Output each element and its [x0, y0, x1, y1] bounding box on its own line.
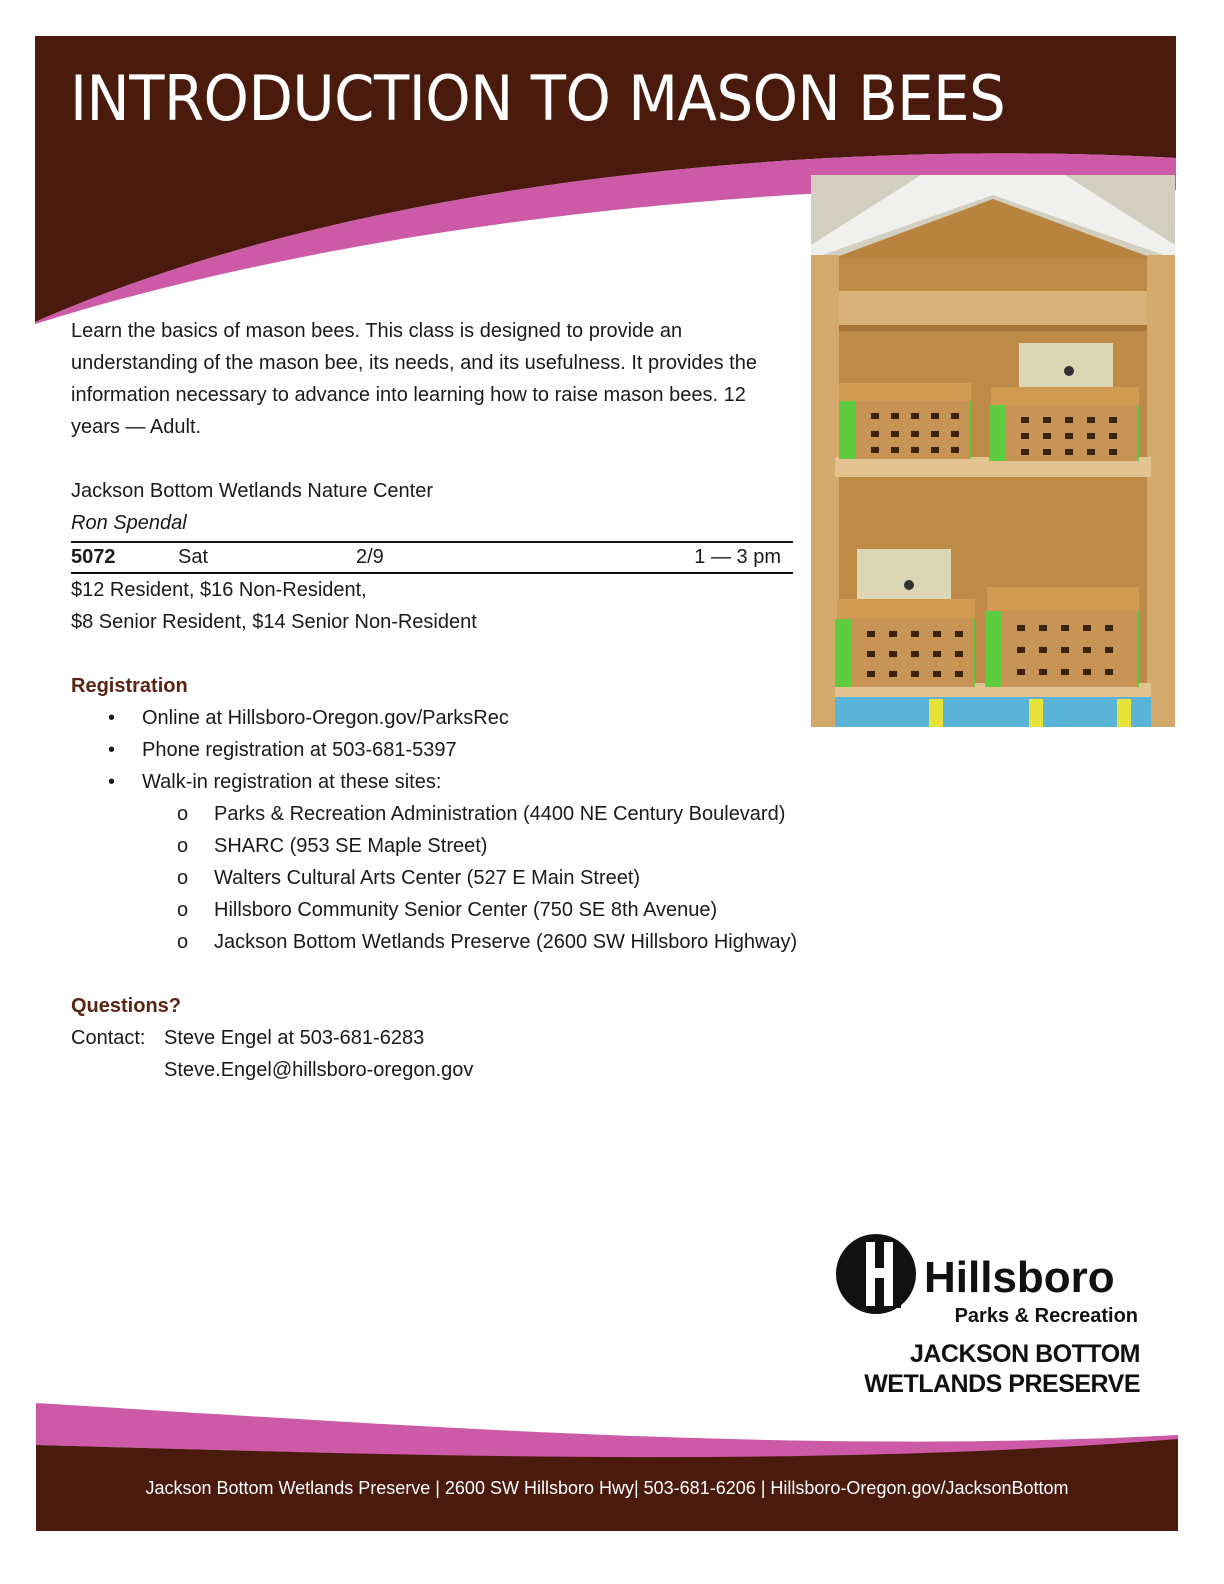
class-schedule-row: [71, 541, 793, 574]
fees-line-1: $12 Resident, $16 Non-Resident,: [71, 579, 367, 601]
list-item: • Online at Hillsboro-Oregon.gov/ParksRec: [71, 702, 811, 734]
footer-text: Jackson Bottom Wetlands Preserve | 2600 SW Hillsboro Hwy| 503-681-6206 | Hillsboro-Oregon.gov/JacksonBottom: [145, 1478, 1069, 1498]
main-content: [71, 315, 811, 1086]
class-code: 5072: [71, 546, 116, 568]
logo-preserve-line-1: JACKSON BOTTOM: [909, 1340, 1140, 1368]
fees-line-2: $8 Senior Resident, $14 Senior Non-Resident: [71, 611, 477, 633]
registration-list: [71, 702, 811, 798]
list-item: o SHARC (953 SE Maple Street): [71, 830, 811, 862]
list-item: o Parks & Recreation Administration (4400 NE Century Boulevard): [71, 798, 811, 830]
contact-block: [71, 1022, 811, 1086]
registration-sites-list: [71, 798, 811, 958]
questions-heading: Questions?: [71, 995, 182, 1017]
contact-label: Contact:: [71, 1027, 146, 1049]
page-title: INTRODUCTION TO MASON BEES: [70, 62, 1006, 135]
list-item: o Hillsboro Community Senior Center (750 SE 8th Avenue): [71, 894, 811, 926]
class-location: Jackson Bottom Wetlands Nature Center: [71, 480, 434, 502]
list-item: o Jackson Bottom Wetlands Preserve (2600 SW Hillsboro Highway): [71, 926, 811, 958]
logo-sub: Parks & Recreation: [954, 1305, 1138, 1327]
logo-name: Hillsboro: [924, 1253, 1115, 1302]
contact-email: Steve.Engel@hillsboro-oregon.gov: [164, 1059, 474, 1081]
hillsboro-logo: [836, 1232, 1146, 1402]
mason-bee-house-photo: [811, 175, 1175, 727]
class-date: 2/9: [356, 546, 384, 568]
list-item: • Phone registration at 503-681-5397: [71, 734, 811, 766]
logo-preserve-line-2: WETLANDS PRESERVE: [864, 1370, 1140, 1398]
contact-phone: Steve Engel at 503-681-6283: [164, 1027, 425, 1049]
list-item: • Walk-in registration at these sites:: [71, 766, 811, 798]
instructor-name: Ron Spendal: [71, 512, 187, 534]
class-description: Learn the basics of mason bees. This class is designed to provide an understanding of the mason bee, its needs, and its usefulness. It provides the information necessary to advance into learning how to raise mason bees. 12 years — Adult.: [71, 320, 757, 438]
list-item: o Walters Cultural Arts Center (527 E Main Street): [71, 862, 811, 894]
class-day: Sat: [178, 546, 209, 568]
class-time: 1 — 3 pm: [694, 546, 781, 568]
registration-heading: Registration: [71, 675, 188, 697]
